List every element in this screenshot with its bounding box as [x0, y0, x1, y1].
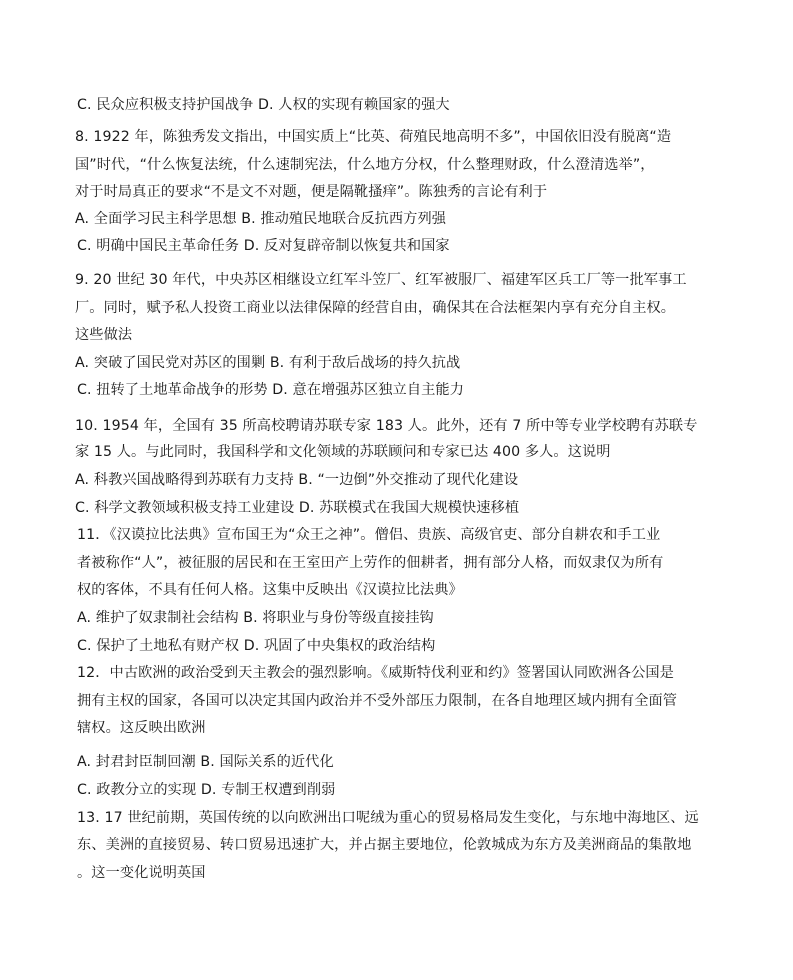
- q13-stem-line-3: 。这一变化说明英国: [77, 865, 206, 881]
- q11-options-cd: C. 保护了土地私有财产权 D. 巩固了中央集权的政治结构: [77, 638, 436, 654]
- q11-options-ab: A. 维护了奴隶制社会结构 B. 将职业与身份等级直接挂钩: [77, 610, 434, 626]
- q9-stem-line-1: 9. 20 世纪 30 年代，中央苏区相继设立红军斗笠厂、红军被服厂、福建军区兵工厂等一批军事工: [75, 272, 687, 288]
- q12-stem-line-1: 12．中古欧洲的政治受到天主教会的强烈影响。《威斯特伐利亚和约》签署国认同欧洲各公国是: [77, 665, 674, 681]
- q9-options-cd: C. 扭转了土地革命战争的形势 D. 意在增强苏区独立自主能力: [77, 382, 464, 398]
- q12-stem-line-2: 拥有主权的国家，各国可以决定其国内政治并不受外部压力限制，在各自地理区域内拥有全面管: [77, 693, 678, 709]
- q11-stem-line-2: 者被称作“人”，被征服的居民和在王室田产上劳作的佃耕者，拥有部分人格，而奴隶仅为所有: [77, 555, 664, 571]
- q12-options-ab: A. 封君封臣制回潮 B. 国际关系的近代化: [77, 754, 334, 770]
- q10-options-ab: A. 科教兴国战略得到苏联有力支持 B. “一边倒”外交推动了现代化建设: [75, 472, 519, 488]
- q13-stem-line-1: 13. 17 世纪前期，英国传统的以向欧洲出口呢绒为重心的贸易格局发生变化，与东地中海地区、远: [77, 810, 699, 826]
- q8-stem-line-2: 国”时代，“什么恢复法统，什么速制宪法，什么地方分权，什么整理财政，什么澄清选举”，: [75, 157, 655, 173]
- q7-options-cd: C. 民众应积极支持护国战争 D. 人权的实现有赖国家的强大: [77, 97, 450, 113]
- q10-stem-line-1: 10. 1954 年，全国有 35 所高校聘请苏联专家 183 人。此外，还有 7 所中等专业学校聘有苏联专: [75, 418, 698, 434]
- q11-stem-line-1: 11．《汉谟拉比法典》宣布国王为“众王之神”。僧侣、贵族、高级官吏、部分自耕农和手工业: [77, 527, 661, 543]
- q12-stem-line-3: 辖权。这反映出欧洲: [77, 720, 206, 736]
- q8-stem-line-3: 对于时局真正的要求“不是文不对题，便是隔靴搔痒”。陈独秀的言论有利于: [75, 184, 548, 200]
- q12-options-cd: C. 政教分立的实现 D. 专制王权遭到削弱: [77, 782, 336, 798]
- q10-stem-line-2: 家 15 人。与此同时，我国科学和文化领域的苏联顾问和专家已达 400 多人。这说明: [75, 444, 611, 460]
- q8-stem-line-1: 8. 1922 年，陈独秀发文指出，中国实质上“比英、荷殖民地高明不多”，中国依旧没有脱离“造: [75, 129, 672, 145]
- q8-options-cd: C. 明确中国民主革命任务 D. 反对复辟帝制以恢复共和国家: [77, 238, 450, 254]
- q9-stem-line-3: 这些做法: [75, 327, 133, 343]
- q9-stem-line-2: 厂。同时，赋予私人投资工商业以法律保障的经营自由，确保其在合法框架内享有充分自主权。: [75, 300, 676, 316]
- q9-options-ab: A. 突破了国民党对苏区的围剿 B. 有利于敌后战场的持久抗战: [75, 355, 461, 371]
- q11-stem-line-3: 权的客体，不具有任何人格。这集中反映出《汉谟拉比法典》: [77, 582, 463, 598]
- q10-options-cd: C. 科学文教领域积极支持工业建设 D. 苏联模式在我国大规模快速移植: [75, 500, 520, 516]
- q8-options-ab: A. 全面学习民主科学思想 B. 推动殖民地联合反抗西方列强: [75, 211, 447, 227]
- q13-stem-line-2: 东、美洲的直接贸易、转口贸易迅速扩大，并占据主要地位，伦敦城成为东方及美洲商品的集散地: [77, 837, 692, 853]
